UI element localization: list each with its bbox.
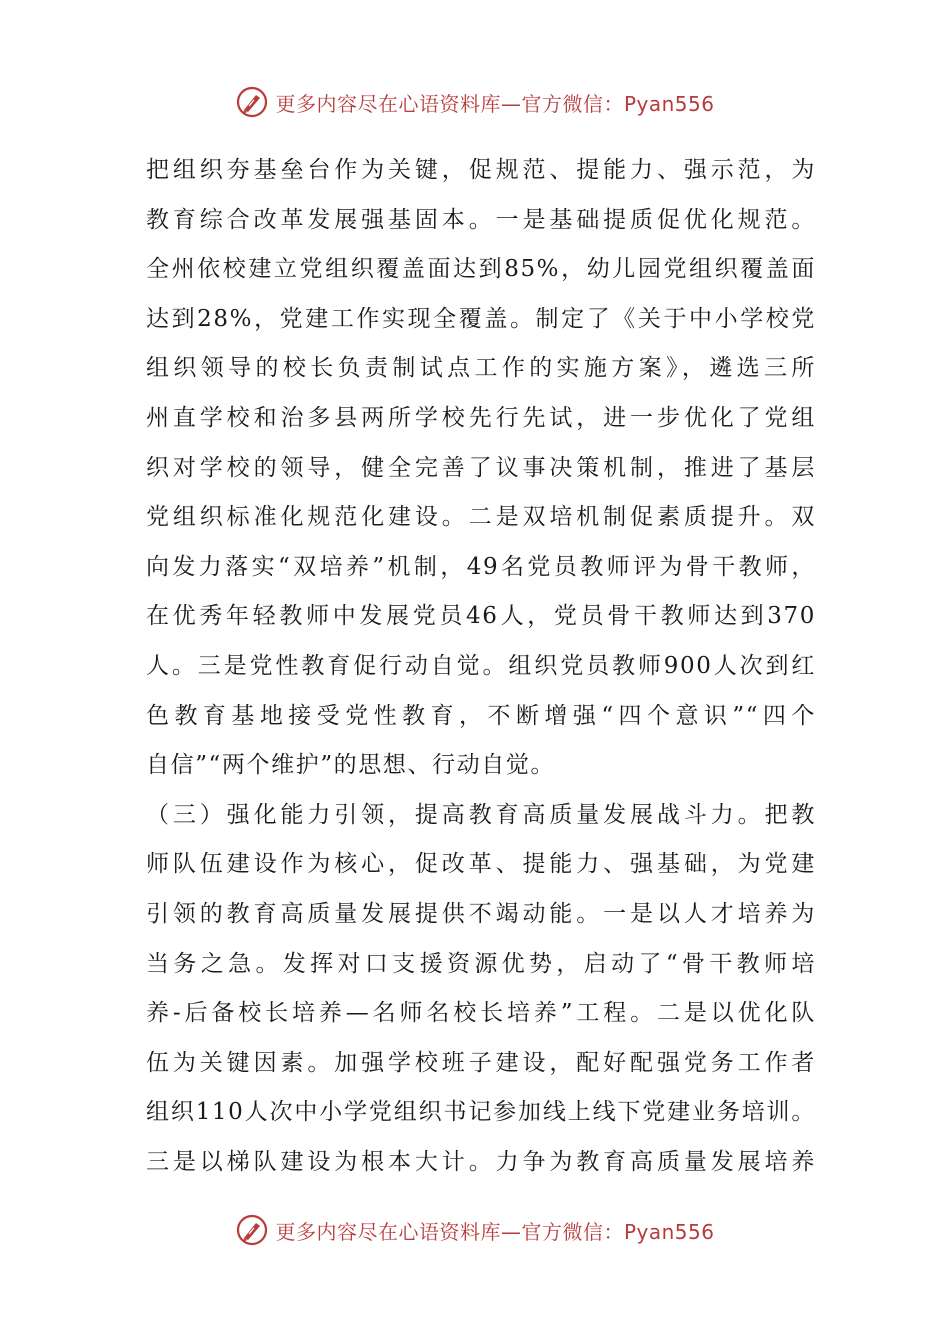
text-line: 引领的教育高质量发展提供不竭动能。一是以人才培养为 (146, 900, 816, 927)
text-line: 达到28%，党建工作实现全覆盖。制定了《关于中小学校党 (146, 305, 816, 332)
pen-nib-icon (235, 85, 269, 119)
header-watermark (0, 82, 950, 122)
text-line: 伍为关键因素。加强学校班子建设，配好配强党务工作者 (146, 1049, 816, 1076)
text-line: 向发力落实“双培养”机制，49名党员教师评为骨干教师， (146, 553, 816, 580)
text-line: 教育综合改革发展强基固本。一是基础提质促优化规范。 (146, 206, 816, 233)
text-line: 织对学校的领导，健全完善了议事决策机制，推进了基层 (146, 454, 816, 481)
text-line: 州直学校和治多县两所学校先行先试，进一步优化了党组 (146, 404, 816, 431)
text-line: 党组织标准化规范化建设。二是双培机制促素质提升。双 (146, 504, 816, 531)
text-line: 当务之急。发挥对口支援资源优势，启动了“骨干教师培 (146, 950, 816, 977)
text-line: 养-后备校长培养—名师名校长培养”工程。二是以优化队 (146, 1000, 816, 1027)
text-line: （三）强化能力引领，提高教育高质量发展战斗力。把教 (146, 801, 816, 828)
text-line: 在优秀年轻教师中发展党员46人，党员骨干教师达到370 (146, 603, 816, 630)
text-line: 色教育基地接受党性教育，不断增强“四个意识”“四个 (146, 702, 816, 729)
text-line: 组织领导的校长负责制试点工作的实施方案》，遴选三所 (146, 355, 816, 382)
document-body (146, 146, 816, 1187)
watermark-text: 更多内容尽在心语资料库—官方微信：Pyan556 (275, 91, 715, 116)
text-line: 自信”“两个维护”的思想、行动自觉。 (146, 752, 556, 779)
pen-nib-icon (235, 1213, 269, 1247)
footer-watermark (0, 1210, 950, 1250)
text-line: 把组织夯基垒台作为关键，促规范、提能力、强示范，为 (146, 157, 816, 183)
text-line: 全州依校建立党组织覆盖面达到85%，幼儿园党组织覆盖面 (146, 256, 816, 283)
text-line: 三是以梯队建设为根本大计。力争为教育高质量发展培养 (146, 1148, 816, 1175)
text-line: 师队伍建设作为核心，促改革、提能力、强基础，为党建 (146, 851, 816, 878)
text-line: 人。三是党性教育促行动自觉。组织党员教师900人次到红 (146, 652, 816, 679)
watermark-text: 更多内容尽在心语资料库—官方微信：Pyan556 (275, 1219, 715, 1244)
text-line: 组织110人次中小学党组织书记参加线上线下党建业务培训。 (146, 1099, 816, 1126)
